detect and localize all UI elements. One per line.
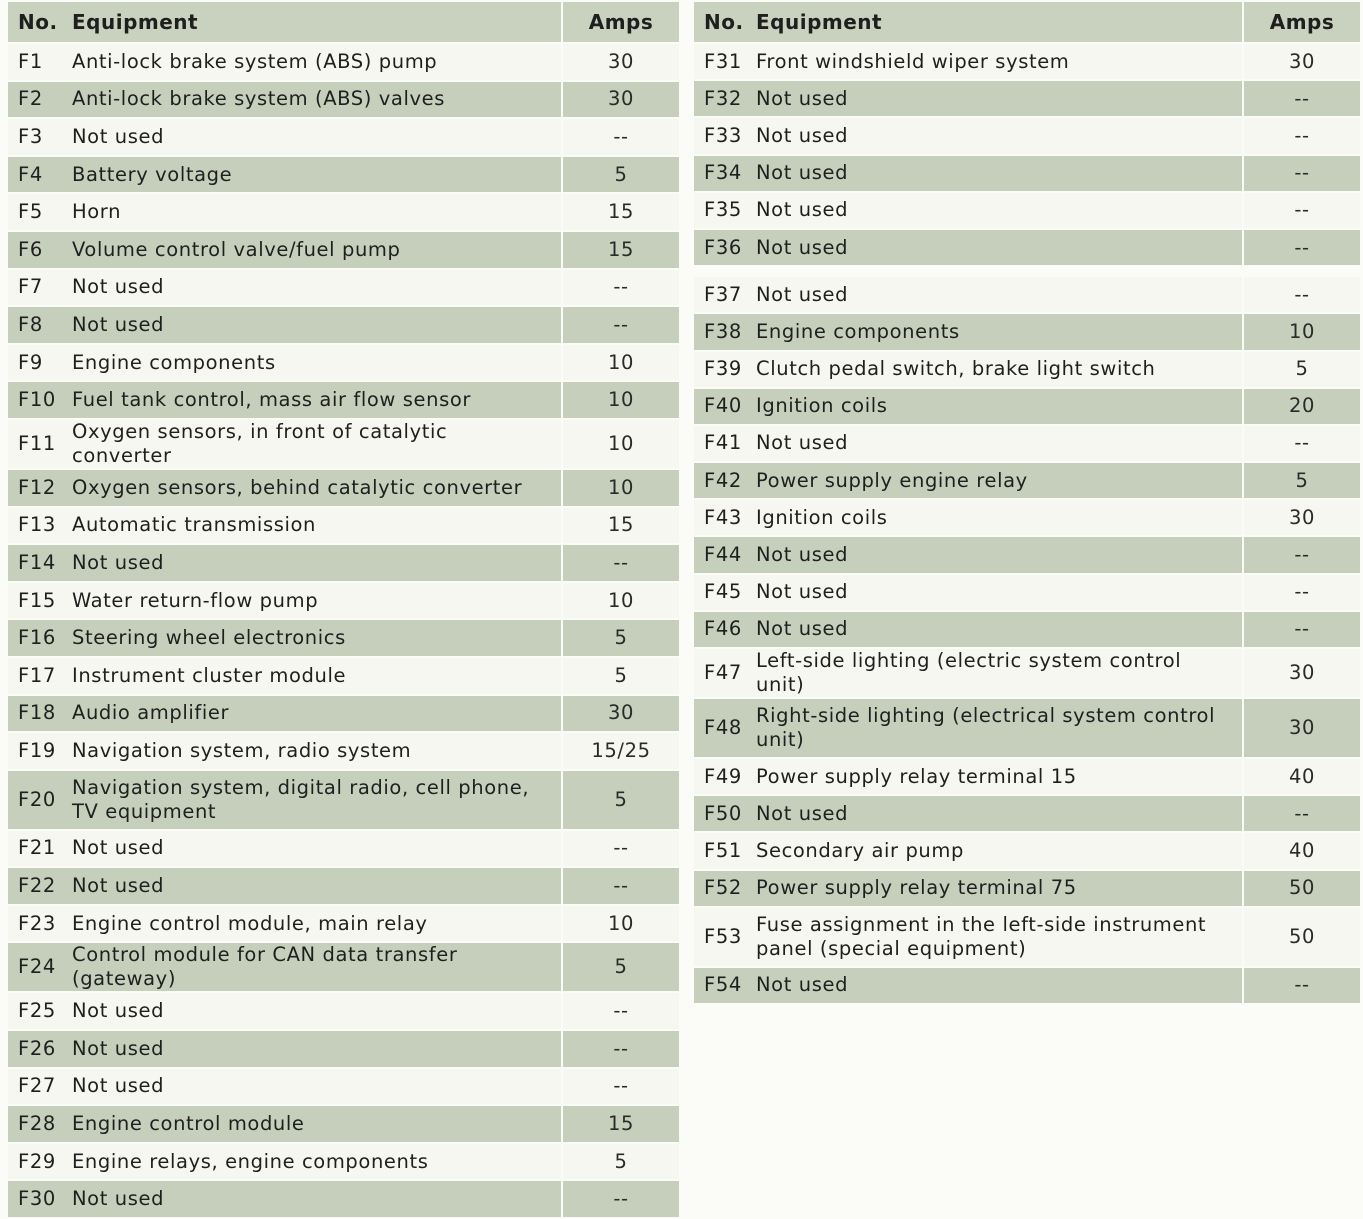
fuse-number: F35	[694, 193, 746, 230]
fuse-equipment: Instrument cluster module	[62, 658, 561, 696]
fuse-number: F46	[694, 612, 746, 649]
fuse-row	[8, 831, 679, 869]
fuse-amps: 15	[561, 194, 679, 232]
fuse-number: F43	[694, 500, 746, 537]
fuse-equipment: Not used	[62, 270, 561, 308]
fuse-number: F49	[694, 759, 746, 796]
fuse-amps: 5	[561, 658, 679, 696]
section-divider	[694, 267, 1360, 277]
fuse-row	[8, 420, 679, 470]
fuse-number: F33	[694, 118, 746, 155]
fuse-amps: 30	[1242, 44, 1360, 81]
fuse-row	[694, 649, 1360, 699]
fuse-amps: --	[1242, 612, 1360, 649]
fuse-row	[694, 463, 1360, 500]
fuse-number: F22	[8, 868, 62, 906]
fuse-amps: 10	[561, 583, 679, 621]
fuse-amps: 5	[561, 157, 679, 195]
header-equipment: Equipment	[746, 2, 1242, 44]
header-equipment: Equipment	[62, 2, 561, 44]
fuse-row	[8, 658, 679, 696]
fuse-row	[8, 620, 679, 658]
fuse-row	[8, 82, 679, 120]
fuse-equipment: Not used	[746, 612, 1242, 649]
fuse-row	[694, 277, 1360, 314]
fuse-amps: --	[561, 119, 679, 157]
fuse-row	[694, 352, 1360, 389]
fuse-equipment: Not used	[62, 307, 561, 345]
fuse-amps: --	[1242, 156, 1360, 193]
fuse-amps: 15	[561, 232, 679, 270]
fuse-amps: 10	[561, 382, 679, 420]
fuse-amps: --	[1242, 575, 1360, 612]
fuse-equipment: Not used	[746, 537, 1242, 574]
fuse-equipment: Not used	[746, 193, 1242, 230]
fuse-amps: --	[561, 270, 679, 308]
fuse-row	[694, 612, 1360, 649]
fuse-row	[694, 44, 1360, 81]
fuse-equipment: Ignition coils	[746, 500, 1242, 537]
fuse-equipment: Not used	[746, 118, 1242, 155]
fuse-amps: 5	[1242, 463, 1360, 500]
fuse-equipment: Not used	[62, 993, 561, 1031]
fuse-number: F52	[694, 871, 746, 908]
fuse-amps: 50	[1242, 871, 1360, 908]
fuse-equipment: Steering wheel electronics	[62, 620, 561, 658]
fuse-row	[8, 470, 679, 508]
fuse-number: F29	[8, 1144, 62, 1182]
fuse-row	[694, 796, 1360, 833]
fuse-equipment: Front windshield wiper system	[746, 44, 1242, 81]
fuse-equipment: Oxygen sensors, behind catalytic converter	[62, 470, 561, 508]
fuse-equipment: Automatic transmission	[62, 508, 561, 546]
right-table-header-row	[694, 2, 1360, 44]
fuse-row	[694, 833, 1360, 870]
fuse-number: F6	[8, 232, 62, 270]
fuse-equipment: Not used	[746, 81, 1242, 118]
fuse-row	[8, 1144, 679, 1182]
fuse-row	[8, 993, 679, 1031]
fuse-row	[694, 193, 1360, 230]
fuse-equipment: Volume control valve/fuel pump	[62, 232, 561, 270]
fuse-row	[8, 771, 679, 831]
fuse-number: F38	[694, 314, 746, 351]
left-table-header-row	[8, 2, 679, 44]
fuse-amps: --	[561, 545, 679, 583]
fuse-amps: 5	[561, 943, 679, 993]
fuse-amps: 30	[1242, 500, 1360, 537]
fuse-row	[694, 908, 1360, 968]
fuse-equipment: Not used	[62, 1069, 561, 1107]
fuse-amps: 15	[561, 508, 679, 546]
fuse-amps: 40	[1242, 759, 1360, 796]
header-amps: Amps	[1242, 2, 1360, 44]
fuse-row	[8, 194, 679, 232]
fuse-amps: --	[561, 831, 679, 869]
fuse-equipment: Control module for CAN data transfer (gateway)	[62, 943, 561, 993]
fuse-row	[694, 759, 1360, 796]
fuse-amps: --	[1242, 81, 1360, 118]
fuse-row	[694, 118, 1360, 155]
fuse-equipment: Anti-lock brake system (ABS) valves	[62, 82, 561, 120]
fuse-equipment: Not used	[62, 1031, 561, 1069]
fuse-amps: 30	[561, 82, 679, 120]
fuse-number: F30	[8, 1181, 62, 1219]
fuse-amps: 10	[1242, 314, 1360, 351]
fuse-number: F25	[8, 993, 62, 1031]
fuse-number: F26	[8, 1031, 62, 1069]
fuse-amps: --	[1242, 537, 1360, 574]
fuse-number: F14	[8, 545, 62, 583]
fuse-number: F40	[694, 389, 746, 426]
fuse-number: F23	[8, 906, 62, 944]
header-amps: Amps	[561, 2, 679, 44]
fuse-number: F8	[8, 307, 62, 345]
fuse-row	[694, 968, 1360, 1005]
fuse-row	[8, 44, 679, 82]
fuse-equipment: Fuse assignment in the left-side instrument panel (special equipment)	[746, 908, 1242, 968]
fuse-equipment: Not used	[746, 230, 1242, 267]
fuse-number: F18	[8, 696, 62, 734]
fuse-equipment: Right-side lighting (electrical system control unit)	[746, 699, 1242, 759]
fuse-equipment: Engine components	[62, 345, 561, 383]
fuse-equipment: Not used	[62, 831, 561, 869]
fuse-equipment: Audio amplifier	[62, 696, 561, 734]
fuse-amps: --	[561, 1181, 679, 1219]
fuse-number: F53	[694, 908, 746, 968]
fuse-number: F13	[8, 508, 62, 546]
fuse-amps: --	[1242, 277, 1360, 314]
fuse-amps: 20	[1242, 389, 1360, 426]
fuse-equipment: Anti-lock brake system (ABS) pump	[62, 44, 561, 82]
fuse-number: F21	[8, 831, 62, 869]
fuse-amps: --	[561, 868, 679, 906]
fuse-equipment: Engine components	[746, 314, 1242, 351]
fuse-amps: 15/25	[561, 733, 679, 771]
fuse-equipment: Engine relays, engine components	[62, 1144, 561, 1182]
fuse-number: F27	[8, 1069, 62, 1107]
fuse-amps: 50	[1242, 908, 1360, 968]
fuse-amps: --	[1242, 193, 1360, 230]
fuse-number: F50	[694, 796, 746, 833]
fuse-amps: 40	[1242, 833, 1360, 870]
fuse-amps: 30	[561, 696, 679, 734]
fuse-number: F44	[694, 537, 746, 574]
fuse-amps: 10	[561, 345, 679, 383]
fuse-number: F15	[8, 583, 62, 621]
fuse-equipment: Clutch pedal switch, brake light switch	[746, 352, 1242, 389]
fuse-row	[8, 583, 679, 621]
fuse-row	[8, 1031, 679, 1069]
fuse-equipment: Not used	[62, 119, 561, 157]
fuse-number: F36	[694, 230, 746, 267]
fuse-equipment: Ignition coils	[746, 389, 1242, 426]
fuse-equipment: Left-side lighting (electric system control unit)	[746, 649, 1242, 699]
fuse-row	[8, 545, 679, 583]
fuse-row	[694, 871, 1360, 908]
fuse-amps: --	[1242, 968, 1360, 1005]
fuse-row	[8, 733, 679, 771]
section-divider-cell	[694, 267, 1360, 277]
fuse-row	[8, 119, 679, 157]
fuse-equipment: Power supply engine relay	[746, 463, 1242, 500]
header-no: No.	[8, 2, 62, 44]
fuse-amps: 30	[1242, 699, 1360, 759]
fuse-equipment: Water return-flow pump	[62, 583, 561, 621]
fuse-number: F34	[694, 156, 746, 193]
fuse-equipment: Not used	[746, 426, 1242, 463]
fuse-amps: --	[1242, 426, 1360, 463]
fuse-equipment: Engine control module	[62, 1106, 561, 1144]
fuse-row	[8, 1069, 679, 1107]
fuse-equipment: Power supply relay terminal 75	[746, 871, 1242, 908]
fuse-amps: --	[561, 307, 679, 345]
fuse-amps: 30	[561, 44, 679, 82]
fuse-amps: --	[1242, 796, 1360, 833]
fuse-row	[8, 270, 679, 308]
fuse-row	[694, 389, 1360, 426]
fuse-amps: 5	[1242, 352, 1360, 389]
fuse-row	[8, 508, 679, 546]
fuse-amps: --	[561, 1031, 679, 1069]
fuse-number: F51	[694, 833, 746, 870]
fuse-row	[694, 81, 1360, 118]
fuse-row	[8, 696, 679, 734]
fuse-equipment: Not used	[62, 1181, 561, 1219]
fuse-number: F10	[8, 382, 62, 420]
fuse-number: F5	[8, 194, 62, 232]
fuse-number: F45	[694, 575, 746, 612]
fuse-row	[8, 382, 679, 420]
fuse-amps: 10	[561, 906, 679, 944]
fuse-number: F17	[8, 658, 62, 696]
fuse-number: F16	[8, 620, 62, 658]
fuse-equipment: Fuel tank control, mass air flow sensor	[62, 382, 561, 420]
fuse-number: F47	[694, 649, 746, 699]
fuse-amps: --	[1242, 118, 1360, 155]
fuse-amps: --	[561, 1069, 679, 1107]
fuse-equipment: Not used	[746, 575, 1242, 612]
fuse-equipment: Power supply relay terminal 15	[746, 759, 1242, 796]
fuse-number: F32	[694, 81, 746, 118]
fuse-number: F31	[694, 44, 746, 81]
fuse-row	[8, 906, 679, 944]
header-no: No.	[694, 2, 746, 44]
fuse-equipment: Horn	[62, 194, 561, 232]
fuse-row	[8, 1106, 679, 1144]
fuse-amps: 10	[561, 470, 679, 508]
fuse-number: F1	[8, 44, 62, 82]
fuse-equipment: Not used	[746, 968, 1242, 1005]
fuse-row	[8, 232, 679, 270]
fuse-equipment: Secondary air pump	[746, 833, 1242, 870]
fuse-number: F19	[8, 733, 62, 771]
fuse-number: F11	[8, 420, 62, 470]
right-fuse-table	[694, 2, 1360, 1005]
fuse-row	[694, 537, 1360, 574]
fuse-number: F54	[694, 968, 746, 1005]
fuse-equipment: Not used	[746, 796, 1242, 833]
fuse-equipment: Battery voltage	[62, 157, 561, 195]
fuse-row	[694, 426, 1360, 463]
fuse-number: F20	[8, 771, 62, 831]
fuse-amps: 5	[561, 1144, 679, 1182]
fuse-number: F28	[8, 1106, 62, 1144]
fuse-number: F7	[8, 270, 62, 308]
fuse-number: F9	[8, 345, 62, 383]
fuse-row	[694, 699, 1360, 759]
fuse-equipment: Not used	[746, 156, 1242, 193]
fuse-number: F12	[8, 470, 62, 508]
fuse-row	[8, 1181, 679, 1219]
fuse-row	[8, 943, 679, 993]
fuse-row	[694, 314, 1360, 351]
fuse-equipment: Not used	[62, 868, 561, 906]
fuse-row	[8, 307, 679, 345]
fuse-row	[694, 500, 1360, 537]
fuse-amps: 5	[561, 620, 679, 658]
fuse-amps: 5	[561, 771, 679, 831]
fuse-number: F42	[694, 463, 746, 500]
fuse-row	[694, 230, 1360, 267]
fuse-amps: 10	[561, 420, 679, 470]
fuse-row	[8, 868, 679, 906]
fuse-amps: --	[1242, 230, 1360, 267]
fuse-number: F24	[8, 943, 62, 993]
fuse-amps: 15	[561, 1106, 679, 1144]
fuse-number: F41	[694, 426, 746, 463]
fuse-equipment: Navigation system, digital radio, cell phone, TV equipment	[62, 771, 561, 831]
right-fuse-table-panel	[694, 2, 1360, 1005]
fuse-number: F2	[8, 82, 62, 120]
fuse-equipment: Navigation system, radio system	[62, 733, 561, 771]
fuse-number: F48	[694, 699, 746, 759]
fuse-equipment: Engine control module, main relay	[62, 906, 561, 944]
fuse-row	[694, 575, 1360, 612]
fuse-row	[8, 345, 679, 383]
fuse-number: F39	[694, 352, 746, 389]
fuse-equipment: Not used	[62, 545, 561, 583]
fuse-amps: 30	[1242, 649, 1360, 699]
fuse-equipment: Oxygen sensors, in front of catalytic converter	[62, 420, 561, 470]
fuse-amps: --	[561, 993, 679, 1031]
fuse-number: F3	[8, 119, 62, 157]
fuse-equipment: Not used	[746, 277, 1242, 314]
fuse-row	[8, 157, 679, 195]
left-fuse-table	[8, 2, 679, 1219]
left-fuse-table-panel	[8, 2, 679, 1219]
fuse-number: F37	[694, 277, 746, 314]
fuse-row	[694, 156, 1360, 193]
fuse-number: F4	[8, 157, 62, 195]
